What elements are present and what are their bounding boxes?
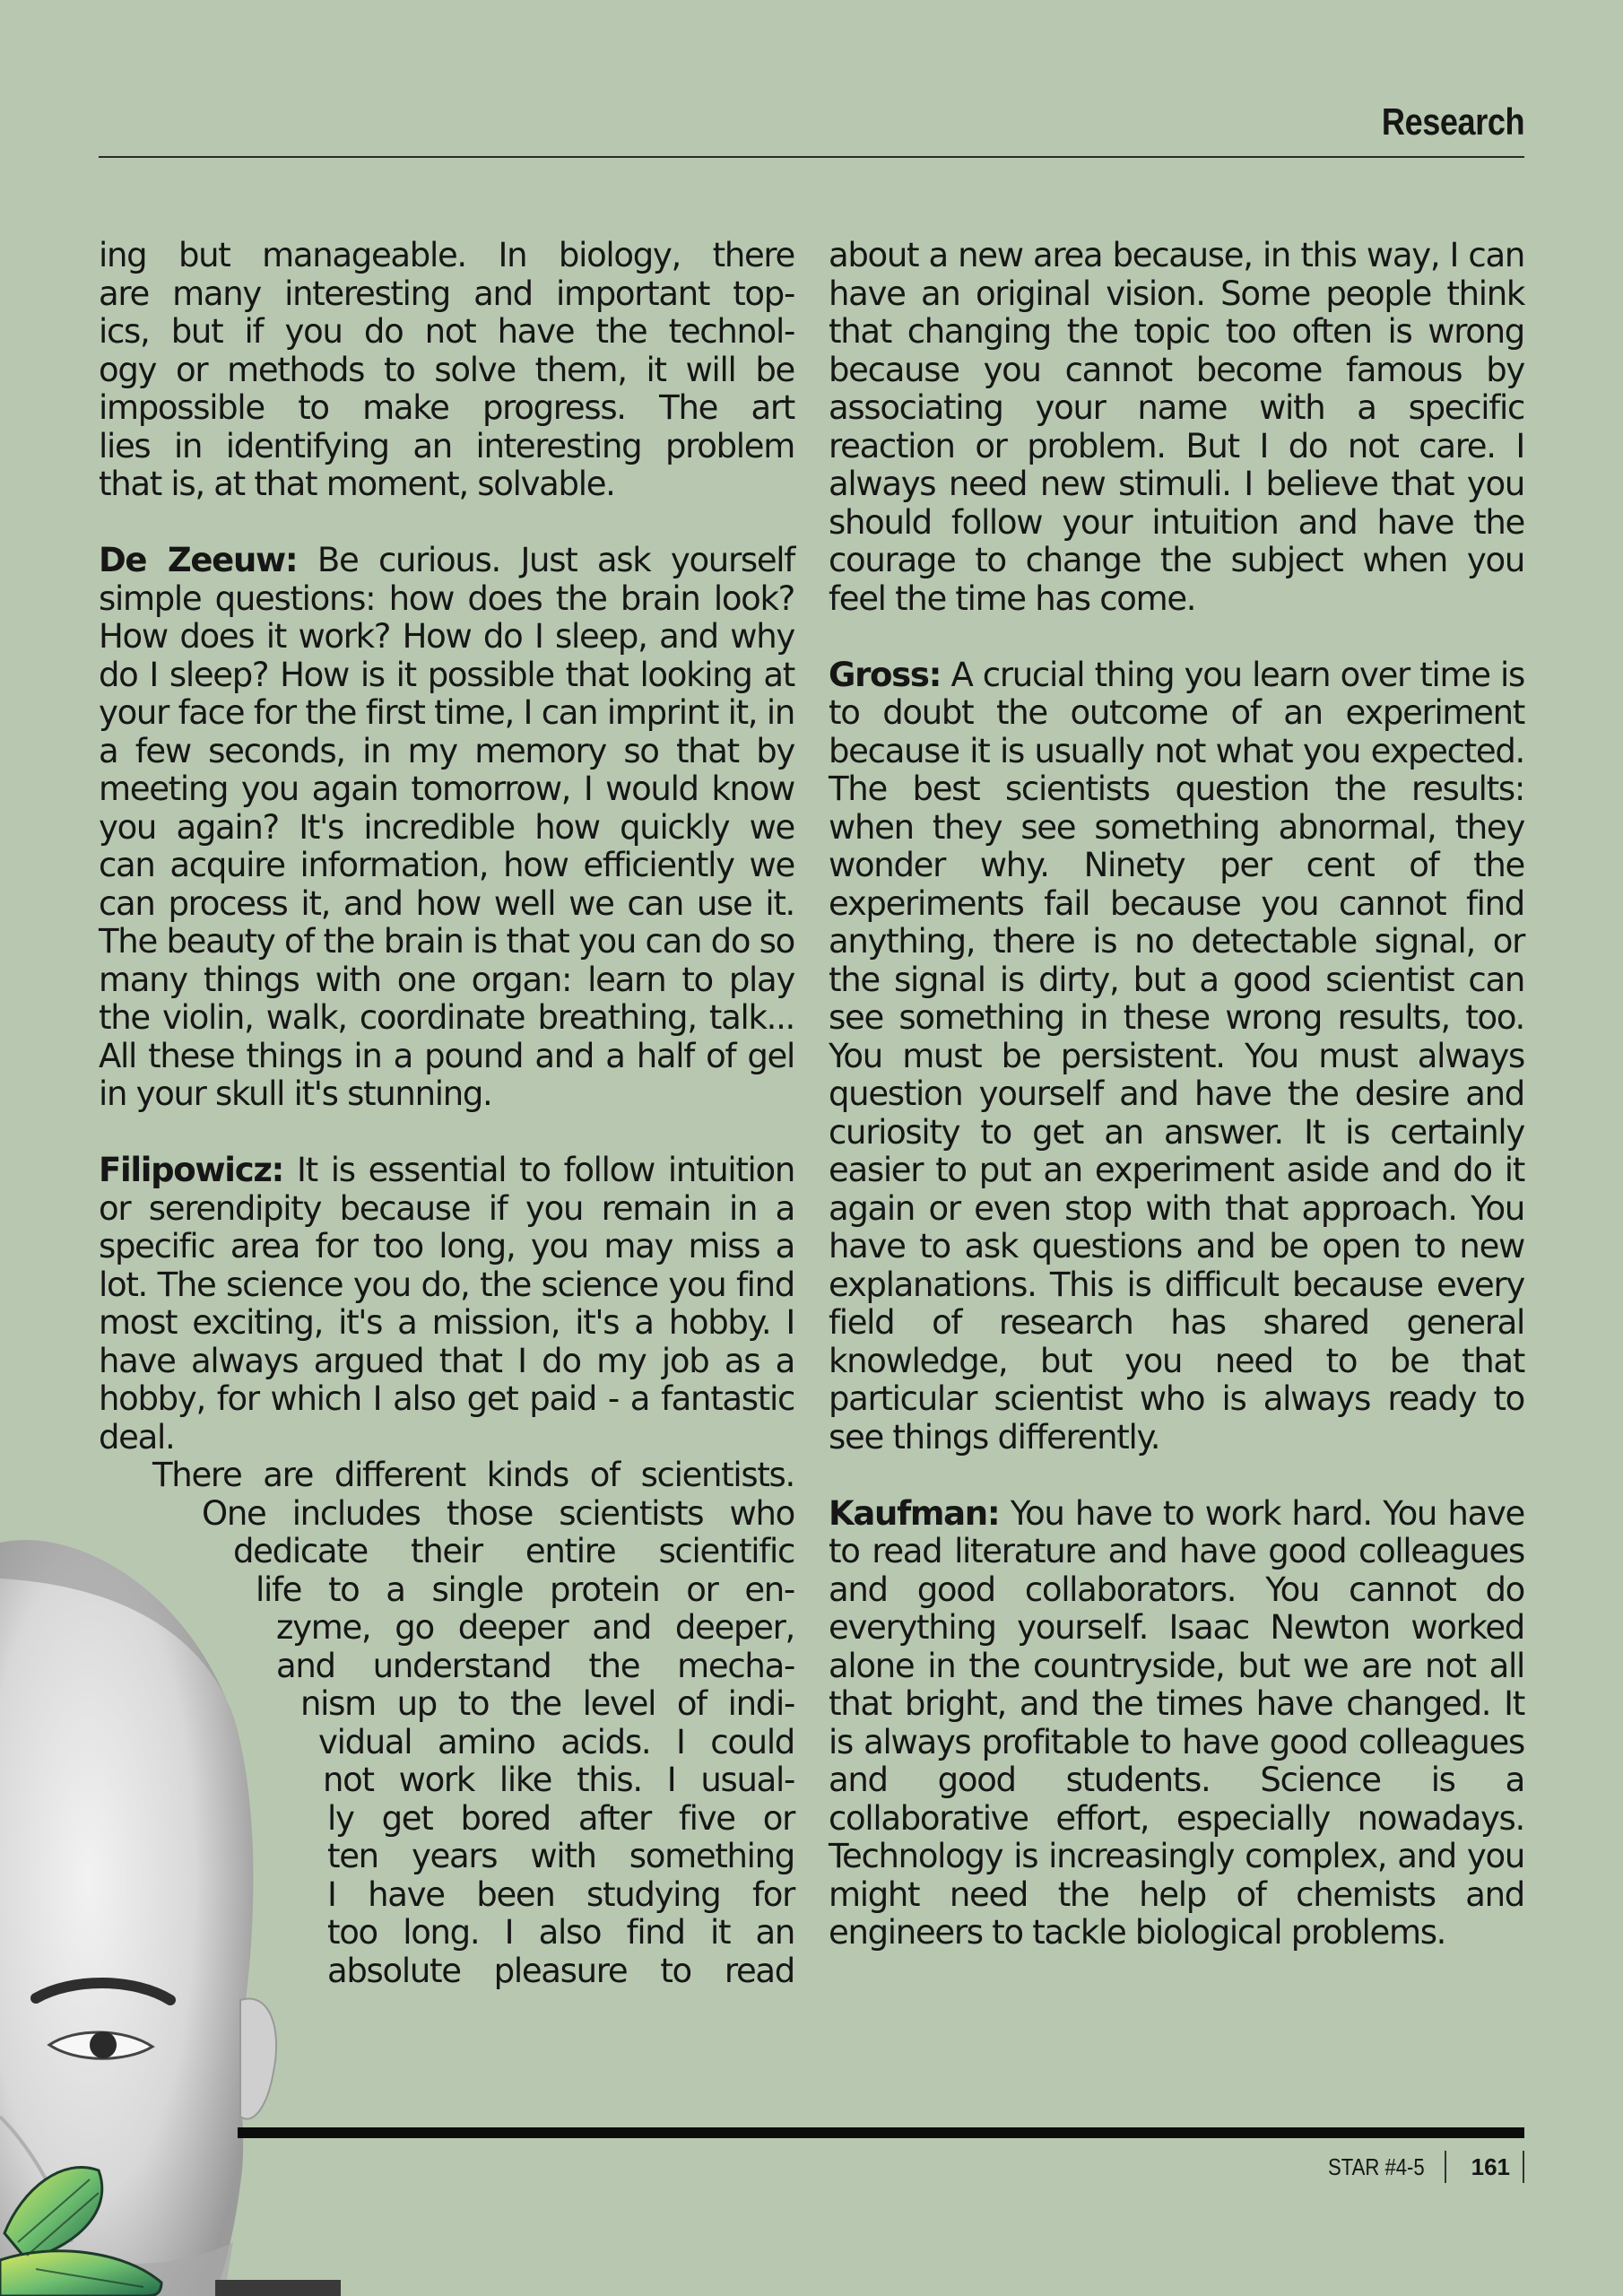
wrapped-line: dedicate their entire scientific <box>233 1532 794 1570</box>
top-rule <box>99 156 1524 158</box>
wrapped-line: There are different kinds of scientists. <box>152 1456 794 1494</box>
magazine-issue: STAR #4-5 <box>1327 2152 1425 2180</box>
intro-line: lies in identifying an interesting problem <box>99 426 794 465</box>
kaufman-text: You have to work hard. You have to read literature and have good colleagues and good collaborators. You cannot do everything yourself. Isaac Newton worked alone in the countryside, but we are not all that bright, and the times have changed. It is always profitable to have good colleagues and good students. Science is a collaborative effort, especially nowadays. Technology is increasingly complex, and you might need the help of chemists and engineers to tackle biological problems. <box>829 1493 1525 1952</box>
filipowicz-answer <box>99 1152 794 1457</box>
section-title: Research <box>1381 100 1524 143</box>
intro-line: ogy or methods to solve them, it will be <box>99 350 794 389</box>
wrapped-line: not work like this. I usual- <box>323 1761 794 1799</box>
continuation-paragraph: about a new area because, in this way, I can have an original vision. Some people think that changing the topic too often is wrong because you cannot become famous by associating your name with a specific reaction or problem. But I do not care. I always need new stimuli. I believe that you should follow your intuition and have the courage to change the subject when you feel the time has come. <box>829 236 1524 618</box>
wrapped-line: too long. I also find it an <box>327 1913 794 1952</box>
wrapped-line: absolute pleasure to read <box>327 1951 794 1990</box>
wrapped-line: ten years with something <box>327 1837 794 1875</box>
right-column <box>829 237 1524 1990</box>
wrapped-line: and understand the mecha- <box>276 1646 794 1685</box>
wrapped-line: nism up to the level of indi- <box>300 1684 794 1723</box>
dezeeuw-answer <box>99 542 794 1114</box>
filipowicz-text: It is essential to follow intuition or serendipity because if you remain in a specific area for too long, you may miss a lot. The science you do, the science you find most exciting, it's a mission, it's a hobby. I have always argued that I do my job as a hobby, for which I also get paid - a fantastic deal. <box>99 1151 794 1457</box>
page-footer <box>1311 2151 1524 2183</box>
intro-line: ing but manageable. In biology, there <box>99 236 794 274</box>
wrapped-line: zyme, go deeper and deeper, <box>276 1608 794 1647</box>
wrapped-line: I have been studying for <box>327 1874 794 1914</box>
dezeeuw-text: Be curious. Just ask yourself simple questions: how does the brain look? How does it work? How do I sleep, and why do I sleep? How is it possible that looking at your face for the first time, I can imprint it, in a few seconds, in my memory so that by meeting you again tomorrow, I would know you again? It's incredible how quickly we can acquire information, how efficiently we can process it, and how well we can use it. The beauty of the brain is that you can do so many things with one organ: learn to play the violin, walk, coordinate breathing, talk... All these things in a pound and a half of gel in your skull it's stunning. <box>99 541 795 1113</box>
footer-separator-end <box>1523 2151 1524 2183</box>
speaker-dezeeuw: De Zeeuw: <box>99 541 298 579</box>
intro-line: that is, at that moment, solvable. <box>99 465 615 503</box>
wrapped-line: One includes those scientists who <box>202 1493 794 1533</box>
wrapped-line: life to a single protein or en- <box>256 1570 794 1609</box>
intro-line: impossible to make progress. The art <box>99 388 794 427</box>
wrapped-line: vidual amino acids. I could <box>318 1722 794 1761</box>
footer-separator <box>1445 2151 1446 2183</box>
speaker-kaufman: Kaufman: <box>829 1493 1000 1533</box>
wrapped-line: ly get bored after five or <box>327 1798 794 1838</box>
speaker-filipowicz: Filipowicz: <box>99 1151 284 1189</box>
gross-answer <box>829 657 1524 1457</box>
kaufman-answer <box>829 1495 1524 1952</box>
gross-text: A crucial thing you learn over time is to doubt the outcome of an experiment because it is usually not what you expected. The best scientists question the results: when they see something abnormal, they wonder why. Ninety per cent of the experiments fail because you cannot find anything, there is no detectable signal, or the signal is dirty, but a good scientist can see something in these wrong results, too. You must be persistent. You must always question yourself and have the desire and curiosity to get an answer. It is certainly easier to put an experiment aside and do it again or even stop with that approach. You have to ask questions and be open to new explanations. This is difficult because every field of research has shared general knowledge, but you need to be that particular scientist who is always ready to see things differently. <box>829 655 1524 1457</box>
portrait-photo <box>0 1525 341 2296</box>
page-number: 161 <box>1471 2152 1510 2180</box>
intro-paragraph <box>99 237 794 504</box>
intro-line: ics, but if you do not have the technol- <box>99 312 794 351</box>
bottom-rule <box>238 2127 1524 2138</box>
speaker-gross: Gross: <box>829 655 942 694</box>
intro-line: are many interesting and important top- <box>99 274 794 313</box>
